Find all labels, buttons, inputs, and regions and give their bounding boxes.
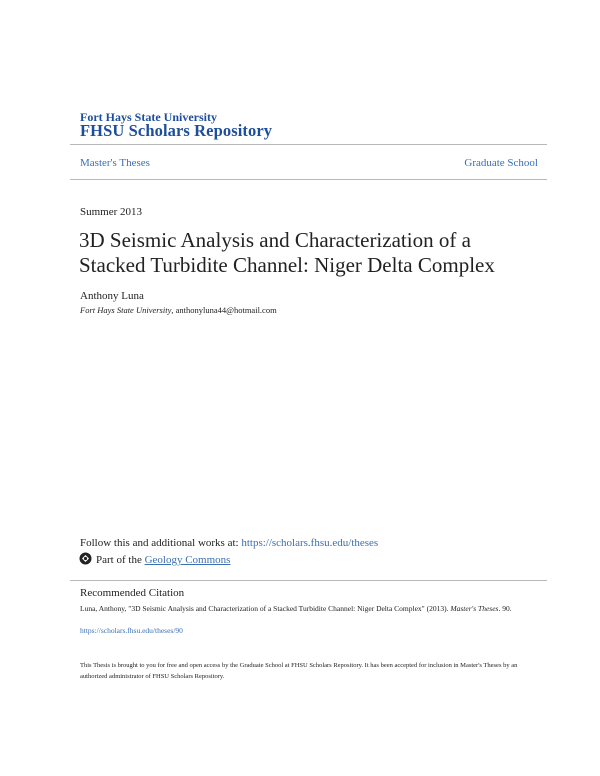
institution-name[interactable]: Fort Hays State University [80, 110, 217, 124]
follow-line [80, 537, 378, 549]
part-of-text: Part of the [96, 554, 145, 566]
graduate-school-link[interactable]: Graduate School [464, 157, 538, 169]
citation-divider [70, 580, 547, 581]
part-of-line [96, 554, 230, 566]
citation-main: Luna, Anthony, "3D Seismic Analysis and Characterization of a Stacked Turbidite Channel: Niger Delta Complex" (2013). [80, 604, 451, 613]
citation-heading: Recommended Citation [80, 587, 185, 599]
citation-url-link[interactable]: https://scholars.fhsu.edu/theses/90 [80, 626, 183, 635]
citation-text [80, 603, 520, 614]
author-affiliation [80, 305, 277, 315]
follow-text: Follow this and additional works at: [80, 537, 242, 549]
network-commons-icon [79, 552, 92, 565]
affiliation-name: Fort Hays State University [80, 305, 172, 315]
theses-collection-link[interactable]: https://scholars.fhsu.edu/theses [241, 537, 379, 549]
access-notice: This Thesis is brought to you for free and open access by the Graduate School at FHSU Scholars Repository. It has been accepted for inclusion in Master's Theses by an authorized administrator of FHSU Scholars Repository. [80, 662, 518, 680]
author-email: , anthonyluna44@hotmail.com [171, 305, 277, 315]
paper-title: 3D Seismic Analysis and Characterization of a Stacked Turbidite Channel: Niger Delta Complex [79, 228, 495, 277]
author-name: Anthony Luna [80, 290, 144, 302]
masters-theses-link[interactable]: Master's Theses [80, 157, 150, 169]
citation-series: Master's Theses [450, 604, 499, 613]
nav-divider [70, 179, 547, 180]
repository-name[interactable]: FHSU Scholars Repository [80, 121, 273, 140]
publication-date: Summer 2013 [80, 206, 143, 218]
citation-number: . 90. [498, 604, 512, 613]
geology-commons-link[interactable]: Geology Commons [144, 554, 231, 566]
top-divider [70, 144, 547, 145]
